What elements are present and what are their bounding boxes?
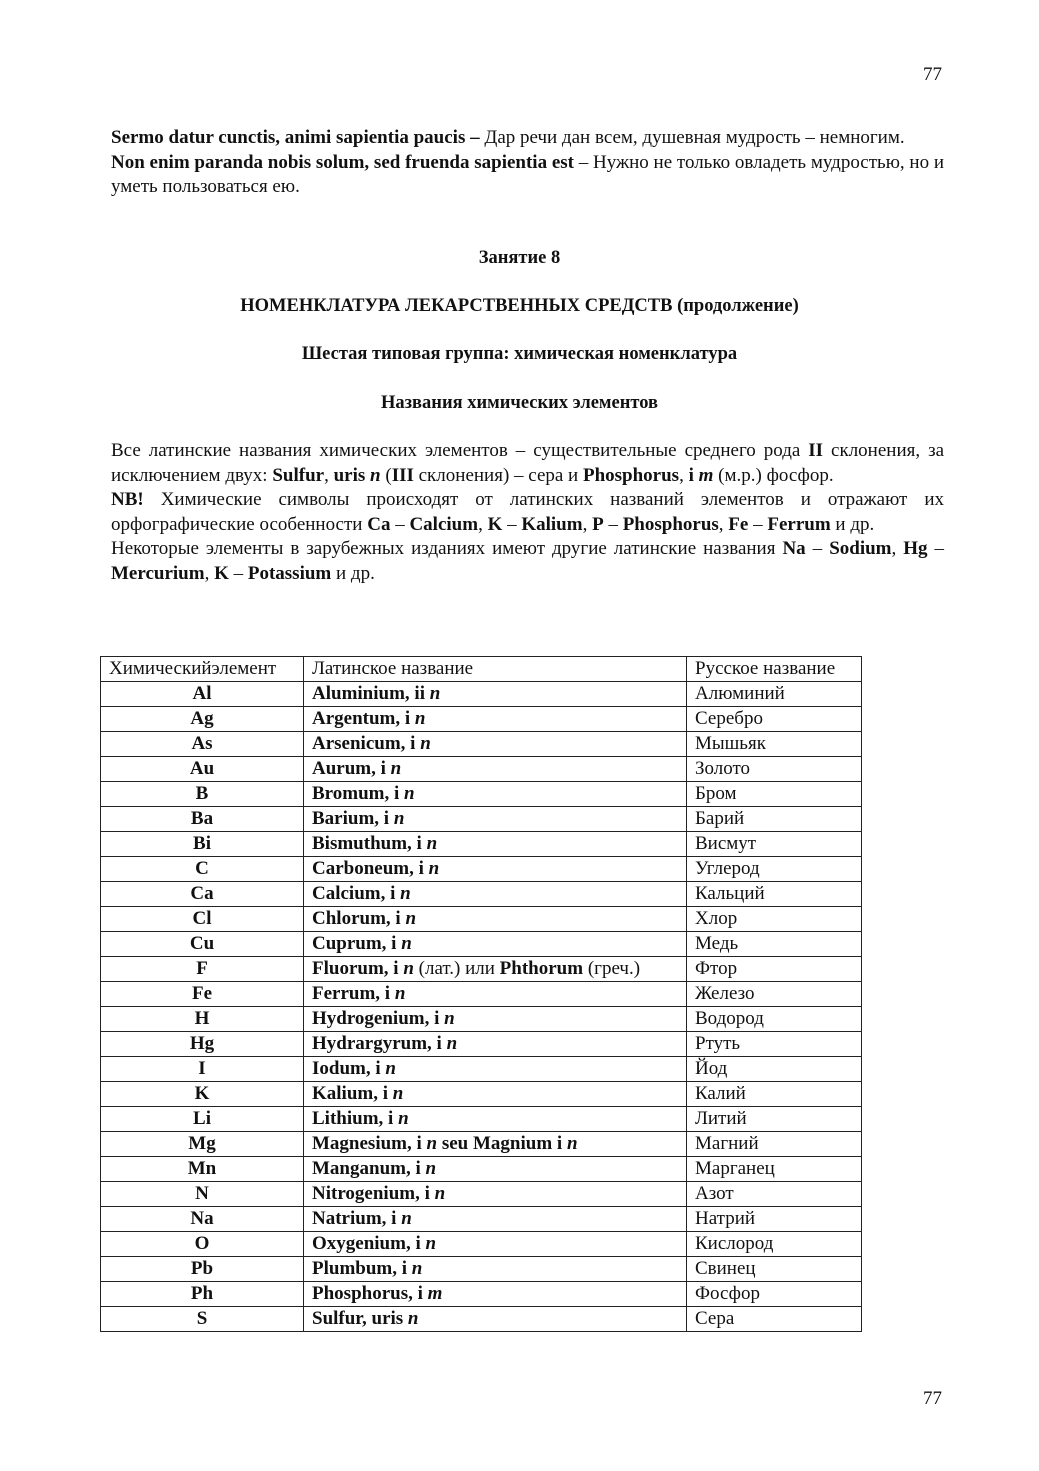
table-row (101, 807, 862, 832)
element-russian-name: Золото (687, 757, 862, 782)
elements-table (100, 656, 862, 1332)
element-symbol: C (101, 857, 304, 882)
element-latin-name: Phosphorus, i m (304, 1282, 687, 1307)
element-symbol: I (101, 1057, 304, 1082)
element-latin-name: Lithium, i n (304, 1107, 687, 1132)
body-text (111, 439, 944, 586)
element-symbol: Ca (101, 882, 304, 907)
table-row (101, 1232, 862, 1257)
page-number-top: 77 (923, 64, 942, 85)
element-russian-name: Кальций (687, 882, 862, 907)
element-symbol: O (101, 1232, 304, 1257)
header-element: Химическийэлемент (101, 657, 304, 682)
table-row (101, 1132, 862, 1157)
element-symbol: S (101, 1307, 304, 1332)
table-row (101, 682, 862, 707)
element-symbol: Al (101, 682, 304, 707)
table-row (101, 882, 862, 907)
element-russian-name: Серебро (687, 707, 862, 732)
element-russian-name: Марганец (687, 1157, 862, 1182)
table-row (101, 707, 862, 732)
element-symbol: B (101, 782, 304, 807)
element-latin-name: Barium, i n (304, 807, 687, 832)
table-row (101, 1207, 862, 1232)
element-latin-name: Magnesium, i n seu Magnium i n (304, 1132, 687, 1157)
table-row (101, 1107, 862, 1132)
element-latin-name: Ferrum, i n (304, 982, 687, 1007)
element-latin-name: Sulfur, uris n (304, 1307, 687, 1332)
table-row (101, 932, 862, 957)
table-row (101, 907, 862, 932)
element-symbol: H (101, 1007, 304, 1032)
element-symbol: Mn (101, 1157, 304, 1182)
element-symbol: Cl (101, 907, 304, 932)
header-latin: Латинское название (304, 657, 687, 682)
quote-translation: Дар речи дан всем, душевная мудрость – немногим. (484, 127, 905, 148)
element-latin-name: Calcium, i n (304, 882, 687, 907)
element-latin-name: Carboneum, i n (304, 857, 687, 882)
element-latin-name: Kalium, i n (304, 1082, 687, 1107)
element-russian-name: Водород (687, 1007, 862, 1032)
element-latin-name: Hydrargyrum, i n (304, 1032, 687, 1057)
element-russian-name: Мышьяк (687, 732, 862, 757)
table-row (101, 782, 862, 807)
quote-latin: Sermo datur cunctis, animi sapientia paucis (111, 127, 466, 148)
table-row (101, 832, 862, 857)
table-row (101, 957, 862, 982)
element-symbol: Pb (101, 1257, 304, 1282)
nb-label: NB! (111, 489, 144, 510)
table-row (101, 1157, 862, 1182)
element-symbol: Bi (101, 832, 304, 857)
element-latin-name: Nitrogenium, i n (304, 1182, 687, 1207)
element-symbol: As (101, 732, 304, 757)
quote-translation: Нужно не только овладеть мудростью, но и уметь пользоваться ею. (111, 151, 944, 197)
element-russian-name: Алюминий (687, 682, 862, 707)
element-russian-name: Медь (687, 932, 862, 957)
table-row (101, 1007, 862, 1032)
quotes-block (111, 126, 944, 200)
element-symbol: Na (101, 1207, 304, 1232)
table-row (101, 757, 862, 782)
element-russian-name: Фосфор (687, 1282, 862, 1307)
paragraph-foreign-names: Некоторые элементы в зарубежных изданиях имеют другие латинские названия Na – Sodium, Hg – Mercurium, K – Potassium и др. (111, 538, 945, 584)
element-latin-name: Argentum, i n (304, 707, 687, 732)
table-row (101, 1182, 862, 1207)
element-russian-name: Натрий (687, 1207, 862, 1232)
element-symbol: Li (101, 1107, 304, 1132)
element-russian-name: Магний (687, 1132, 862, 1157)
element-latin-name: Oxygenium, i n (304, 1232, 687, 1257)
element-latin-name: Manganum, i n (304, 1157, 687, 1182)
element-latin-name: Chlorum, i n (304, 907, 687, 932)
element-russian-name: Фтор (687, 957, 862, 982)
element-latin-name: Aluminium, ii n (304, 682, 687, 707)
table-row (101, 1307, 862, 1332)
table-row (101, 1282, 862, 1307)
paragraph-declension: Все латинские названия химических элементов – существительные среднего рода II склонения, за исключением двух: Sulfur, uris n (III склонения) – сера и Phosphorus, i m (м.р.) фосфор. (111, 440, 945, 486)
table-row (101, 982, 862, 1007)
element-russian-name: Кислород (687, 1232, 862, 1257)
element-russian-name: Барий (687, 807, 862, 832)
element-russian-name: Азот (687, 1182, 862, 1207)
element-symbol: K (101, 1082, 304, 1107)
element-symbol: Ag (101, 707, 304, 732)
element-latin-name: Fluorum, i n (лат.) или Phthorum (греч.) (304, 957, 687, 982)
quote-2 (111, 151, 944, 200)
element-symbol: Mg (101, 1132, 304, 1157)
element-russian-name: Йод (687, 1057, 862, 1082)
table-row (101, 1257, 862, 1282)
element-russian-name: Висмут (687, 832, 862, 857)
element-latin-name: Arsenicum, i n (304, 732, 687, 757)
table-row (101, 1057, 862, 1082)
table-row (101, 1082, 862, 1107)
subsubsection-title: Названия химических элементов (380, 393, 659, 413)
quote-dash: – (465, 127, 485, 148)
element-symbol: Ph (101, 1282, 304, 1307)
element-latin-name: Plumbum, i n (304, 1257, 687, 1282)
table-row (101, 857, 862, 882)
element-latin-name: Iodum, i n (304, 1057, 687, 1082)
table-row (101, 732, 862, 757)
element-symbol: N (101, 1182, 304, 1207)
element-symbol: F (101, 957, 304, 982)
section-title: НОМЕНКЛАТУРА ЛЕКАРСТВЕННЫХ СРЕДСТВ (продолжение) (240, 296, 799, 316)
element-symbol: Au (101, 757, 304, 782)
quote-dash: – (574, 151, 594, 173)
subsection-title: Шестая типовая группа: химическая номенклатура (301, 344, 738, 364)
element-russian-name: Углерод (687, 857, 862, 882)
element-russian-name: Ртуть (687, 1032, 862, 1057)
lesson-title: Занятие 8 (478, 248, 561, 268)
element-latin-name: Aurum, i n (304, 757, 687, 782)
element-russian-name: Литий (687, 1107, 862, 1132)
table-header-row (101, 657, 862, 682)
element-russian-name: Хлор (687, 907, 862, 932)
table-row (101, 1032, 862, 1057)
quote-1 (111, 126, 944, 151)
element-latin-name: Cuprum, i n (304, 932, 687, 957)
quote-latin: Non enim paranda nobis solum, sed fruenda sapientia est (111, 151, 574, 173)
element-latin-name: Bromum, i n (304, 782, 687, 807)
element-latin-name: Bismuthum, i n (304, 832, 687, 857)
paragraph-nb: NB! Химические символы происходят от латинских названий элементов и отражают их орфографические особенности Ca – Calcium, K – Kalium, P – Phosphorus, Fe – Ferrum и др. (111, 489, 944, 535)
element-symbol: Hg (101, 1032, 304, 1057)
element-symbol: Cu (101, 932, 304, 957)
element-latin-name: Hydrogenium, i n (304, 1007, 687, 1032)
element-russian-name: Сера (687, 1307, 862, 1332)
element-latin-name: Natrium, i n (304, 1207, 687, 1232)
element-russian-name: Железо (687, 982, 862, 1007)
element-symbol: Fe (101, 982, 304, 1007)
element-symbol: Ba (101, 807, 304, 832)
page-number-bottom: 77 (923, 1388, 942, 1409)
element-russian-name: Бром (687, 782, 862, 807)
element-russian-name: Свинец (687, 1257, 862, 1282)
header-russian: Русское название (687, 657, 862, 682)
element-russian-name: Калий (687, 1082, 862, 1107)
